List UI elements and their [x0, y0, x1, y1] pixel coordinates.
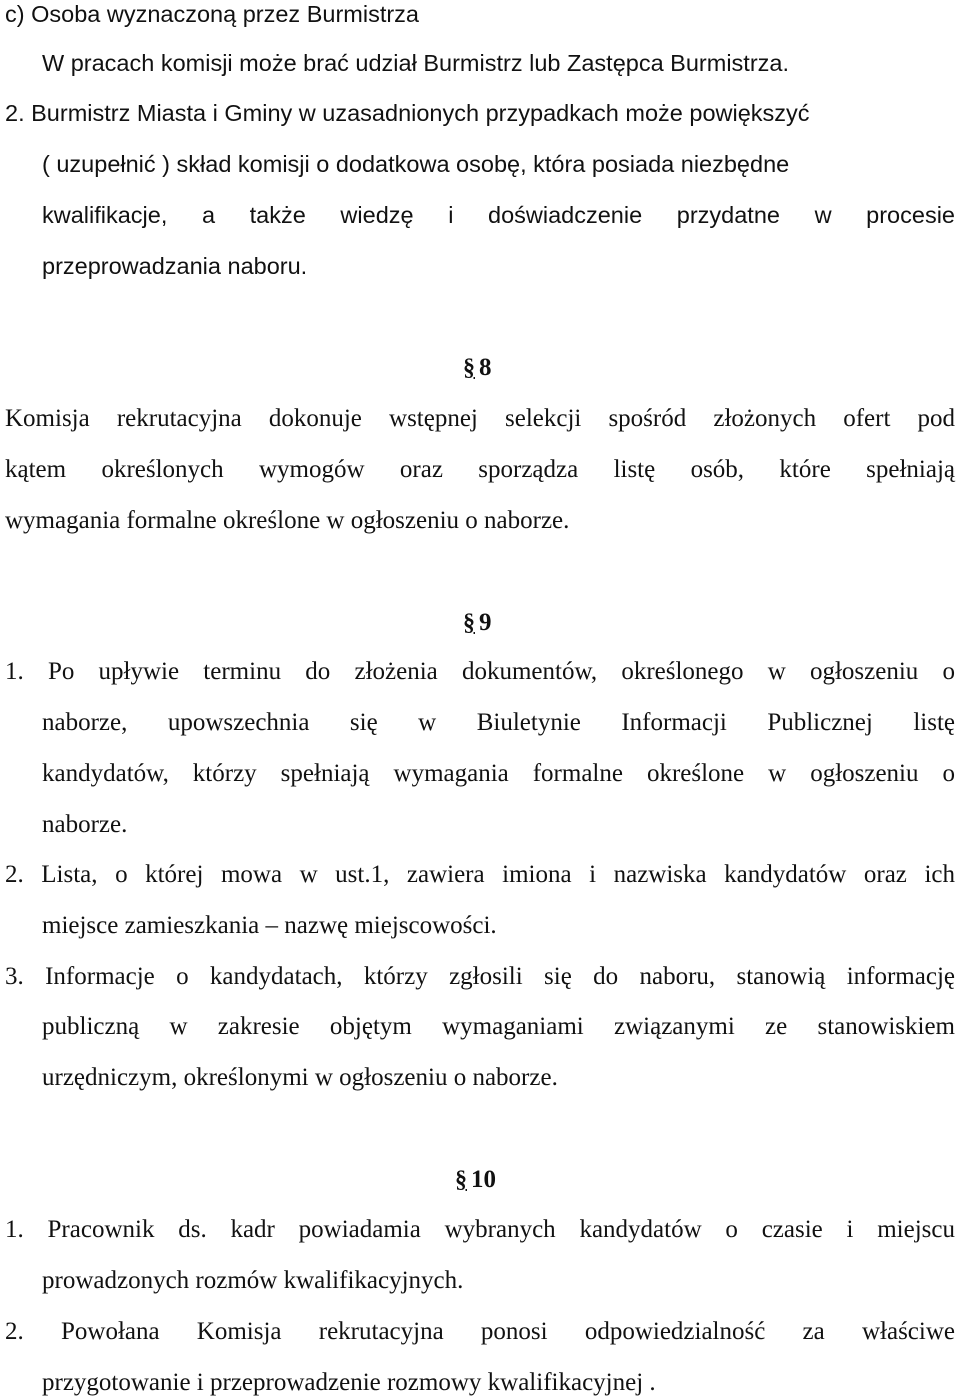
section-10-heading [455, 1164, 496, 1196]
section-9-heading [463, 607, 492, 639]
section-9-paragraph-1-line-1: 1. Po upływie terminu do złożenia dokumentów, określonego w ogłoszeniu o [5, 658, 955, 685]
intro-paragraph-2-line-4: przeprowadzania naboru. [42, 253, 308, 279]
section-9-paragraph-3-line-2: publiczną w zakresie objętym wymaganiami związanymi ze stanowiskiem [42, 1013, 955, 1040]
intro-paragraph-2-line-1: 2. Burmistrz Miasta i Gminy w uzasadnionych przypadkach może powiększyć [5, 100, 810, 126]
section-8-line-3: wymagania formalne określone w ogłoszeniu o naborze. [5, 507, 570, 534]
intro-paragraph-2-line-3: kwalifikacje, a także wiedzę i doświadczenie przydatne w procesie [42, 202, 955, 228]
section-number: 8 [479, 354, 492, 381]
section-10-paragraph-2-line-1: 2. Powołana Komisja rekrutacyjna ponosi odpowiedzialność za właściwe [5, 1318, 955, 1345]
section-8-line-2: kątem określonych wymogów oraz sporządza listę osób, które spełniają [5, 456, 955, 483]
section-symbol: § [463, 355, 475, 381]
section-9-paragraph-2-line-2: miejsce zamieszkania – nazwę miejscowości. [42, 912, 497, 939]
intro-item-c: c) Osoba wyznaczoną przez Burmistrza [5, 1, 420, 27]
section-10-paragraph-1-line-2: prowadzonych rozmów kwalifikacyjnych. [42, 1267, 464, 1294]
section-10-paragraph-2-line-2: przygotowanie i przeprowadzenie rozmowy kwalifikacyjnej . [42, 1369, 656, 1396]
intro-paragraph-2-line-2: ( uzupełnić ) skład komisji o dodatkowa osobę, która posiada niezbędne [42, 151, 790, 177]
section-9-paragraph-1-line-2: naborze, upowszechnia się w Biuletynie Informacji Publicznej listę [42, 709, 955, 736]
section-8-line-1: Komisja rekrutacyjna dokonuje wstępnej selekcji spośród złożonych ofert pod [5, 405, 955, 432]
section-number: 10 [471, 1166, 496, 1193]
section-9-paragraph-3-line-3: urzędniczym, określonymi w ogłoszeniu o naborze. [42, 1064, 558, 1091]
section-9-paragraph-1-line-3: kandydatów, którzy spełniają wymagania formalne określone w ogłoszeniu o [42, 760, 955, 787]
section-8-heading [463, 352, 492, 384]
section-symbol: § [455, 1167, 467, 1193]
section-symbol: § [463, 610, 475, 636]
section-9-paragraph-1-line-4: naborze. [42, 811, 128, 838]
section-9-paragraph-3-line-1: 3. Informacje o kandydatach, którzy zgłosili się do naboru, stanowią informację [5, 963, 955, 990]
section-number: 9 [479, 609, 492, 636]
section-9-paragraph-2-line-1: 2. Lista, o której mowa w ust.1, zawiera imiona i nazwiska kandydatów oraz ich [5, 861, 955, 888]
section-10-paragraph-1-line-1: 1. Pracownik ds. kadr powiadamia wybranych kandydatów o czasie i miejscu [5, 1216, 955, 1243]
intro-mayor-line: W pracach komisji może brać udział Burmistrz lub Zastępca Burmistrza. [42, 50, 789, 76]
